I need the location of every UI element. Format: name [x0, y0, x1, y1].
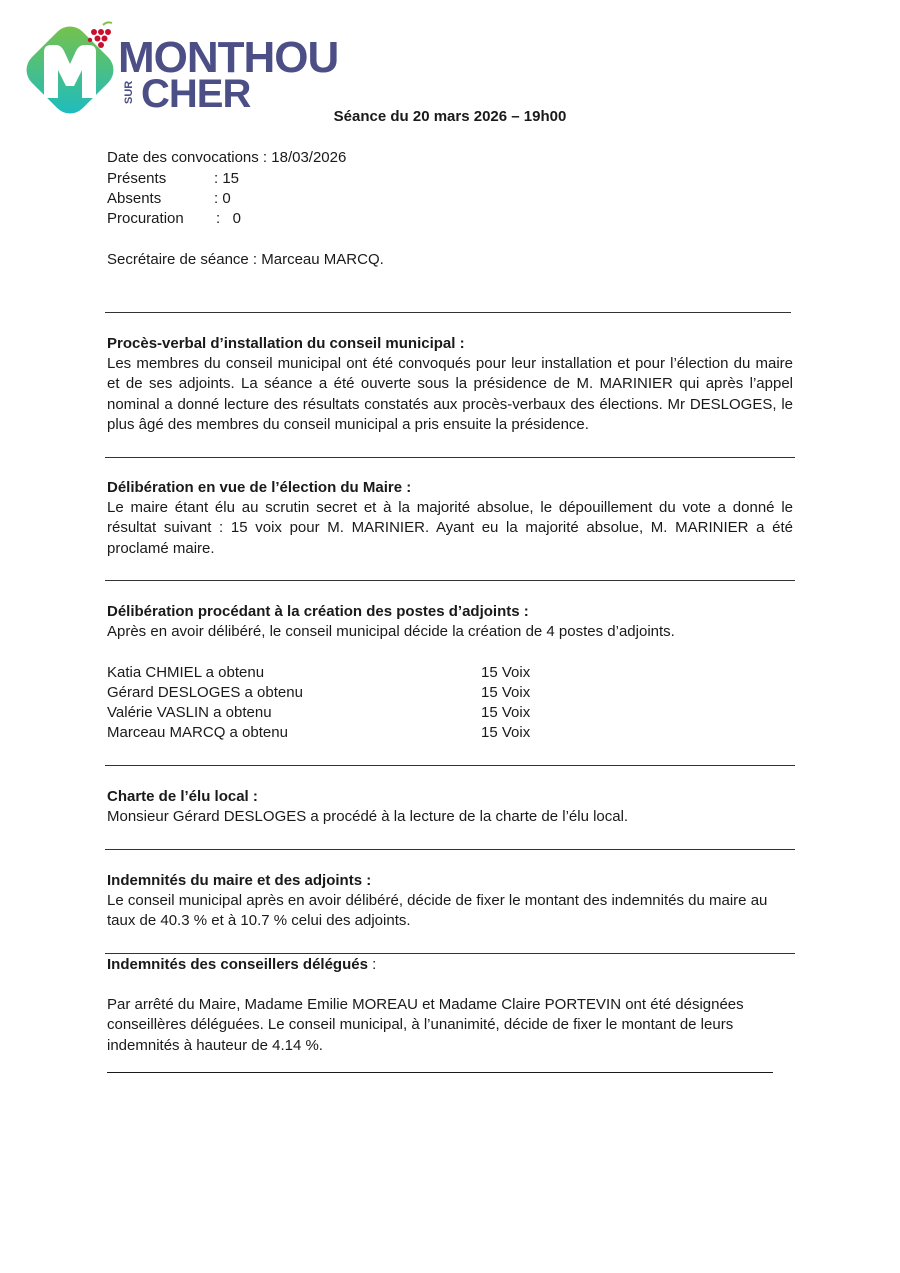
closing-divider	[107, 1072, 773, 1073]
divider	[105, 765, 795, 766]
absents-value: : 0	[214, 190, 231, 207]
adjoints-body: Après en avoir délibéré, le conseil municipal décide la création de 4 postes d’adjoints.	[107, 623, 675, 640]
result-row-name: Gérard DESLOGES a obtenu	[107, 684, 303, 701]
indemnites-heading: Indemnités du maire et des adjoints :	[107, 872, 372, 889]
result-row-name: Valérie VASLIN a obtenu	[107, 704, 272, 721]
conseillers-heading-line	[107, 955, 376, 975]
result-row-votes: 15 Voix	[481, 664, 531, 681]
maire-heading: Délibération en vue de l’élection du Maire :	[107, 479, 412, 496]
result-row-votes: 15 Voix	[481, 724, 531, 741]
result-row-votes: 15 Voix	[481, 684, 531, 701]
divider	[105, 953, 795, 954]
secretaire-line: Secrétaire de séance : Marceau MARCQ.	[107, 251, 384, 268]
maire-body: Le maire étant élu au scrutin secret et à la majorité absolue, le dépouillement du vote a donné le résultat suivant : 15 voix pour M. MARINIER. Ayant eu la majorité absolue, M. MARINIER a été proclamé maire.	[107, 499, 793, 557]
logo-name-sur: SUR	[123, 80, 135, 104]
logo-name-cher: CHER	[141, 72, 251, 116]
divider	[105, 312, 791, 313]
divider	[105, 580, 795, 581]
charte-body: Monsieur Gérard DESLOGES a procédé à la lecture de la charte de l’élu local.	[107, 808, 629, 825]
absents-label: Absents	[107, 190, 162, 207]
result-row-name: Marceau MARCQ a obtenu	[107, 724, 288, 741]
result-row-votes: 15 Voix	[481, 704, 531, 721]
conseillers-body-line: conseillères déléguées. Le conseil municipal, à l’unanimité, décide de fixer le montant de leurs	[107, 1016, 734, 1033]
result-row-name: Katia CHMIEL a obtenu	[107, 664, 265, 681]
conseillers-heading-suffix: :	[367, 956, 377, 973]
indemnites-body-line: taux de 40.3 % et à 10.7 % celui des adjoints.	[107, 912, 411, 929]
installation-body: Les membres du conseil municipal ont été convoqués pour leur installation et pour l’élection du maire et de ses adjoints. La séance a été ouverte sous la présidence de M. MARINIER qui après l’appel nominal a donné lecture des résultats constatés aux procès-verbaux des élections. Mr DESLOGES, le plus âgé des membres du conseil municipal a pris ensuite la présidence.	[107, 355, 793, 433]
conseillers-heading: Indemnités des conseillers délégués	[107, 956, 368, 973]
session-title: Séance du 20 mars 2026 – 19h00	[333, 108, 567, 125]
installation-heading: Procès-verbal d’installation du conseil municipal :	[107, 335, 465, 352]
logo-name-monthou: MONTHOU	[118, 33, 339, 82]
divider	[105, 457, 795, 458]
conseillers-body-line: Par arrêté du Maire, Madame Emilie MOREAU et Madame Claire PORTEVIN ont été désignées	[107, 996, 744, 1013]
divider	[105, 849, 795, 850]
convocation-date: Date des convocations : 18/03/2026	[107, 149, 347, 166]
adjoints-heading: Délibération procédant à la création des postes d’adjoints :	[107, 603, 529, 620]
procuration-label: Procuration	[107, 210, 184, 227]
presents-label: Présents	[107, 170, 167, 187]
presents-value: : 15	[214, 170, 240, 187]
indemnites-body-line: Le conseil municipal après en avoir délibéré, décide de fixer le montant des indemnités du maire au	[107, 892, 768, 909]
charte-heading: Charte de l’élu local :	[107, 788, 258, 805]
procuration-value: : 0	[216, 210, 242, 227]
conseillers-body-line: indemnités à hauteur de 4.14 %.	[107, 1037, 323, 1054]
